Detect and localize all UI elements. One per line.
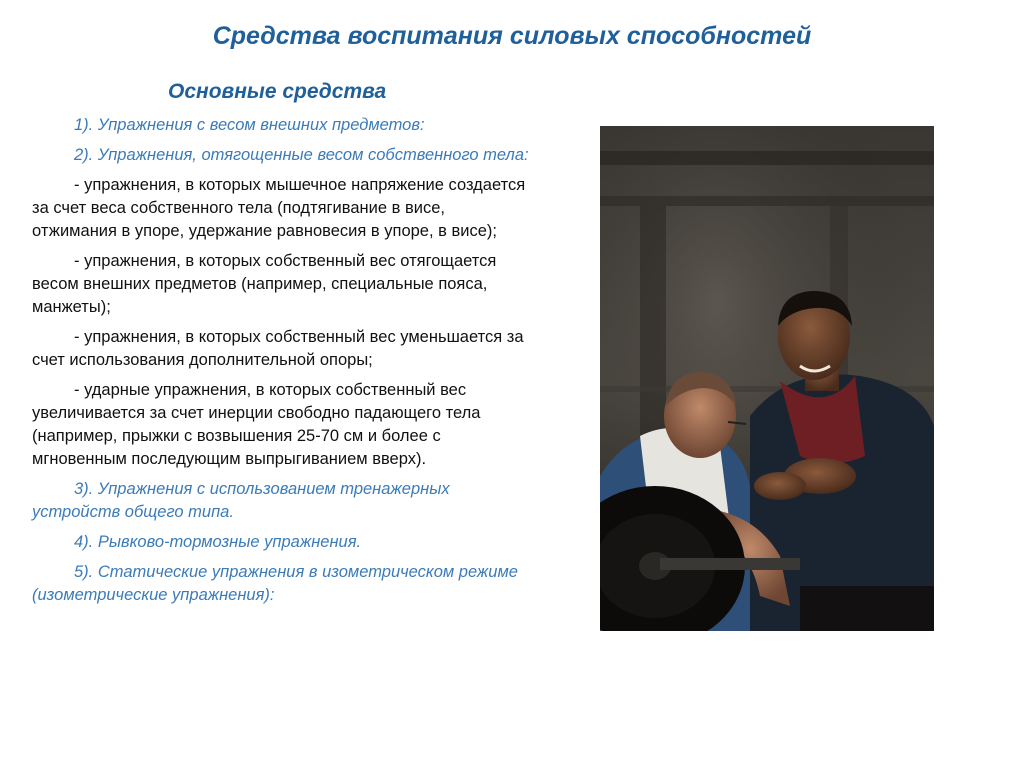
slide-subtitle: Основные средства: [168, 80, 387, 103]
list-item: - упражнения, в которых собственный вес отягощается весом внешних предметов (например, специальные пояса, манжеты);: [32, 252, 497, 316]
list-item: 3). Упражнения с использованием тренажерных устройств общего типа.: [32, 480, 450, 521]
list-item: 5). Статические упражнения в изометрическом режиме (изометрические упражнения):: [32, 563, 518, 604]
content-list: [32, 114, 532, 614]
list-item: - упражнения, в которых мышечное напряжение создается за счет веса собственного тела (подтягивание в висе, отжимания в упоре, удержание равновесия в упоре, в висе);: [32, 176, 526, 240]
gym-photo: [600, 126, 934, 631]
list-item: 1). Упражнения с весом внешних предметов:: [74, 116, 425, 134]
list-item: 2). Упражнения, отягощенные весом собственного тела:: [74, 146, 529, 164]
gym-photo-illustration: [600, 126, 934, 631]
list-item: 4). Рывково-тормозные упражнения.: [74, 533, 362, 551]
slide-title: Средства воспитания силовых способностей: [212, 22, 812, 50]
list-item: - ударные упражнения, в которых собственный вес увеличивается за счет инерции свободно падающего тела (например, прыжки с возвышения 25-70 см и более с мгновенным последующим выпрыгиванием вверх).: [32, 381, 481, 468]
list-item: - упражнения, в которых собственный вес уменьшается за счет использования дополнительной опоры;: [32, 328, 524, 369]
